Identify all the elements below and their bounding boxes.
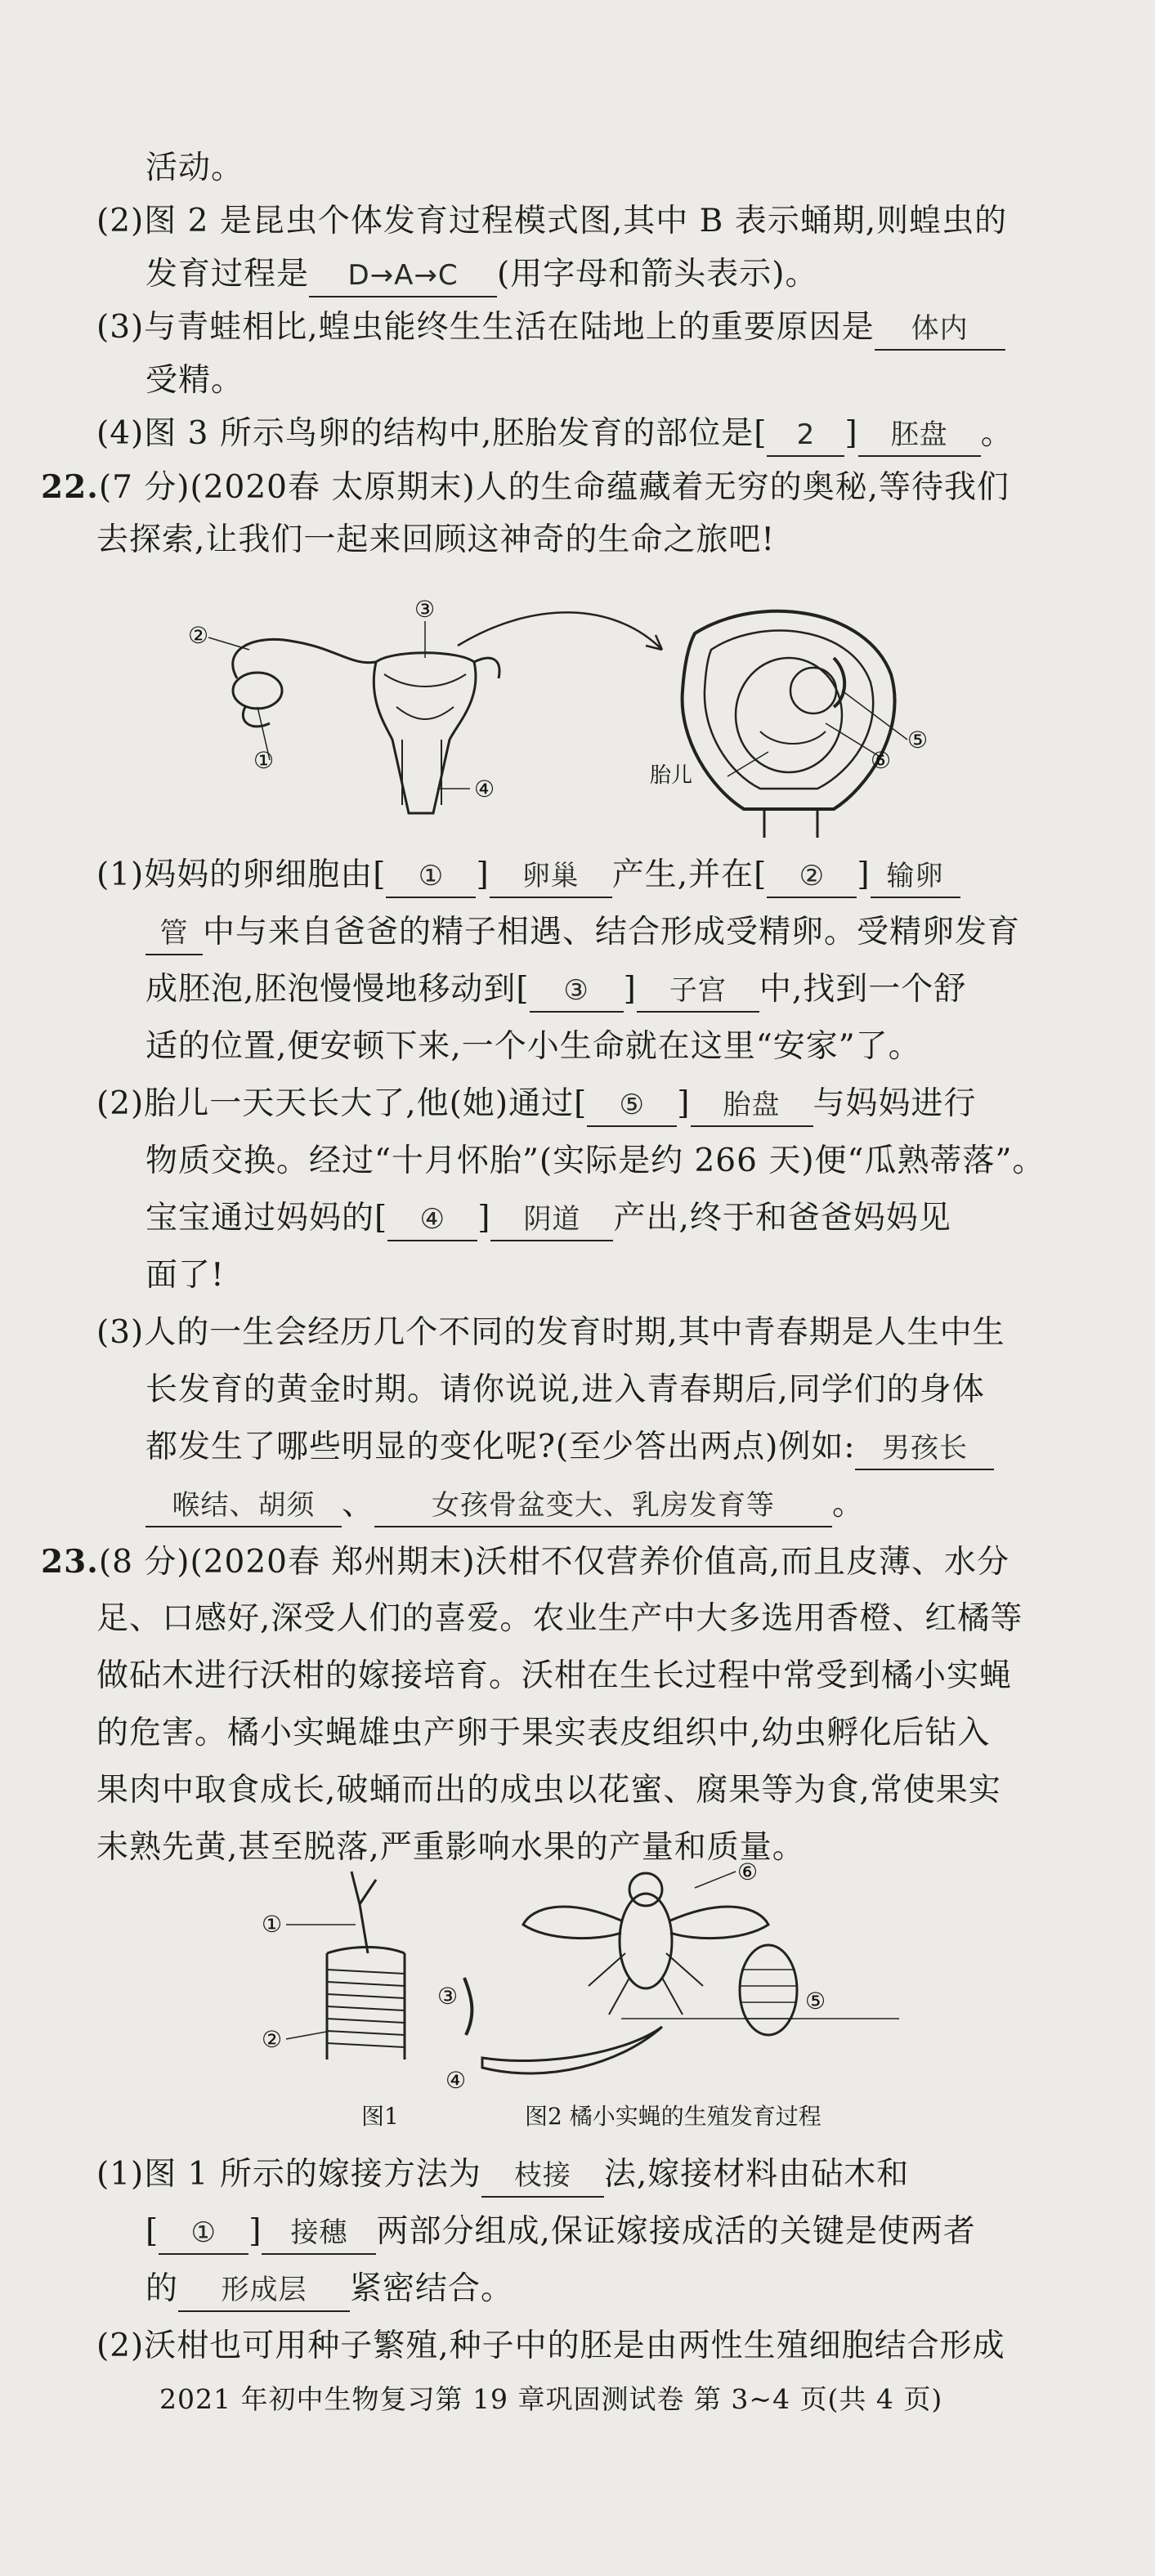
graft-label-1: ① [262,1911,283,1938]
figure-1-caption: 图1 [361,2103,399,2130]
text-line: 喉结、胡须 、 女孩骨盆变大、乳房发育等 。 [145,1482,865,1527]
text-line: 做砧木进行沃柑的嫁接培育。沃柑在生长过程中常受到橘小实蝇 [96,1657,1013,1694]
label-4: ④ [474,776,495,803]
answer-blank: 管 [145,913,203,955]
text-line: 长发育的黄金时期。请你说说,进入青春期后,同学们的身体 [145,1371,985,1408]
text-line: (2)沃柑也可用种子繁殖,种子中的胚是由两性生殖细胞结合形成 [96,2328,1005,2364]
answer-blank: ⑤ [587,1085,677,1127]
text-line: 面了! [145,1257,225,1294]
text-line: 足、口感好,深受人们的喜爱。农业生产中大多选用香橙、红橘等 [96,1600,1023,1637]
adult-label-6: ⑥ [737,1858,759,1885]
answer-blank: ① [159,2212,248,2255]
egg-shape [464,1978,472,2035]
answer-blank: 形成层 [178,2270,350,2312]
text-line: [ ① ] 接穗 两部分组成,保证嫁接成活的关键是使两者 [145,2209,976,2255]
fly-body-shape [620,1894,672,1988]
text-line: (2)图 2 是昆虫个体发育过程模式图,其中 B 表示蛹期,则蝗虫的 [96,203,1008,239]
female-reproductive-figure [188,596,929,846]
question-number: 23. [41,1543,99,1581]
egg-label-3: ③ [437,1983,459,2010]
text-line: 果肉中取食成长,破蛹而出的成虫以花蜜、腐果等为食,常使果实 [96,1772,1001,1809]
fetus-label: 胎儿 [650,763,693,788]
answer-blank: 2 [767,414,844,457]
graft-label-2: ② [262,2026,283,2053]
text-line: (1)图 1 所示的嫁接方法为 枝接 法,嫁接材料由砧木和 [96,2152,909,2198]
larva-label-4: ④ [445,2067,467,2094]
text-line: 都发生了哪些明显的变化呢?(至少答出两点)例如: 男孩长 [145,1424,994,1470]
answer-blank: 输卵 [871,856,960,898]
pupa-shape [740,1945,797,2035]
fetus-shape [736,658,842,772]
text-line: 的危害。橘小实蝇雄虫产卵于果实表皮组织中,幼虫孵化后钻入 [96,1715,991,1751]
text-line: (3)人的一生会经历几个不同的发育时期,其中青春期是人生中生 [96,1314,1005,1351]
text-line: 物质交换。经过“十月怀胎”(实际是约 266 天)便“瓜熟蒂落”。 [145,1143,1045,1179]
pupa-label-5: ⑤ [805,1988,826,2015]
text-line: 未熟先黄,甚至脱落,严重影响水果的产量和质量。 [96,1829,805,1866]
answer-blank: 卵巢 [490,856,612,898]
figure-2-caption: 图2 橘小实蝇的生殖发育过程 [525,2103,821,2130]
answer-blank: 胎盘 [691,1085,813,1127]
label-5: ⑤ [907,727,929,754]
answer-blank: 接穗 [262,2212,376,2255]
text-line: (3)与青蛙相比,蝗虫能终生生活在陆地上的重要原因是 体内 [96,305,1005,351]
answer-blank: ④ [387,1199,477,1241]
text-line: 活动。 [145,150,244,186]
ovary-shape [233,673,282,709]
label-6: ⑥ [871,747,892,774]
page-footer: 2021 年初中生物复习第 19 章巩固测试卷 第 3~4 页(共 4 页) [159,2383,943,2415]
answer-blank: 体内 [875,308,1005,351]
text-line: (4)图 3 所示鸟卵的结构中,胚胎发育的部位是[ 2 ] 胚盘 。 [96,411,1014,457]
text-line: (1)妈妈的卵细胞由[ ① ] 卵巢 产生,并在[ ② ] 输卵 [96,852,960,898]
answer-blank: 阴道 [490,1199,613,1241]
label-2: ② [188,622,209,649]
text-line: 管 中与来自爸爸的精子相遇、结合形成受精卵。受精卵发育 [145,910,1020,955]
answer-blank: 喉结、胡须 [145,1485,342,1527]
question-number: 22. [41,468,99,506]
text-line: 去探索,让我们一起来回顾这神奇的生命之旅吧! [96,521,776,558]
text-line: 适的位置,便安顿下来,一个小生命就在这里“安家”了。 [145,1028,921,1065]
text-line: 发育过程是 D→A→C (用字母和箭头表示)。 [145,252,817,297]
text-line: 成胚泡,胚泡慢慢地移动到[ ③ ] 子宫 中,找到一个舒 [145,967,966,1013]
text-line: (2)胎儿一天天长大了,他(她)通过[ ⑤ ] 胎盘 与妈妈进行 [96,1081,977,1127]
answer-blank: ② [767,856,857,898]
label-3: ③ [414,596,436,623]
label-1: ① [253,747,275,774]
text-line: 受精。 [145,362,244,399]
question-23-line: 23.(8 分)(2020春 郑州期末)沃柑不仅营养价值高,而且皮薄、水分 [41,1543,1010,1581]
text-line: 宝宝通过妈妈的[ ④ ] 阴道 产出,终于和爸爸妈妈见 [145,1196,951,1241]
answer-blank: 子宫 [637,970,759,1013]
answer-blank: 胚盘 [858,414,981,457]
grafting-and-fly-figure [237,1858,907,2109]
answer-blank: 枝接 [481,2155,604,2198]
answer-blank: 女孩骨盆变大、乳房发育等 [374,1485,832,1527]
text-line: 的 形成层 紧密结合。 [145,2266,513,2312]
answer-blank: D→A→C [309,255,497,297]
answer-blank: 男孩长 [855,1428,994,1470]
larva-shape [482,2027,662,2073]
question-22-line: 22.(7 分)(2020春 太原期末)人的生命蕴藏着无穷的奥秘,等待我们 [41,468,1010,506]
answer-blank: ① [386,856,476,898]
answer-blank: ③ [530,970,624,1013]
